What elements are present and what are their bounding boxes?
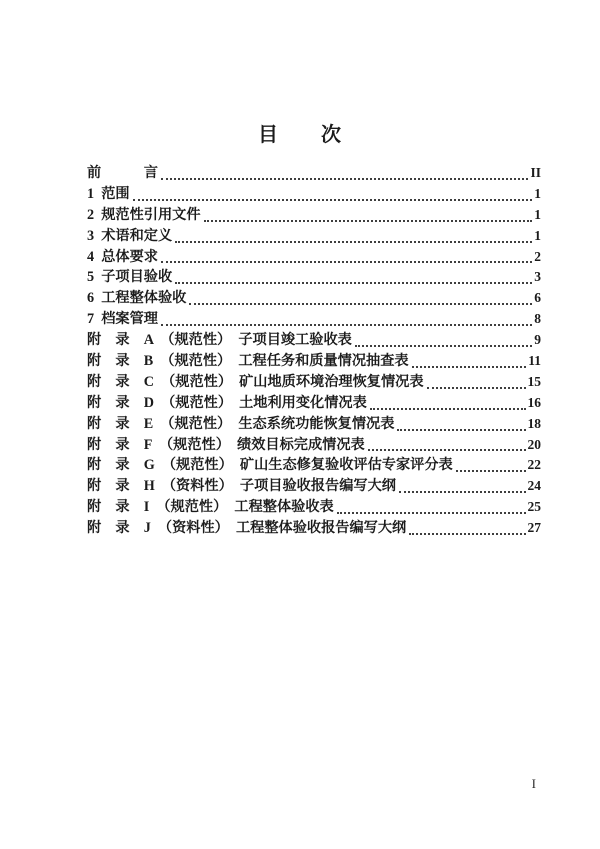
dot-leader bbox=[427, 372, 526, 389]
toc-entry-label: 附 录 C （规范性） 矿山地质环境治理恢复情况表 bbox=[87, 373, 424, 390]
toc-entry-page: 8 bbox=[534, 311, 541, 327]
toc-entry-label: 附 录 D （规范性） 土地利用变化情况表 bbox=[87, 394, 367, 411]
toc-entry-label: 附 录 A （规范性） 子项目竣工验收表 bbox=[87, 332, 352, 349]
toc-entry-label: 附 录 G （规范性） 矿山生态修复验收评估专家评分表 bbox=[87, 457, 453, 474]
toc-entry-label: 5 子项目验收 bbox=[87, 269, 173, 286]
toc-entry-label: 1 范围 bbox=[87, 185, 130, 202]
toc-entry bbox=[87, 205, 541, 226]
toc-entry-page: 15 bbox=[527, 373, 541, 389]
dot-leader bbox=[456, 455, 526, 472]
toc-entry-page: 6 bbox=[534, 290, 541, 306]
toc-entry-label: 附 录 J （资料性） 工程整体验收报告编写大纲 bbox=[87, 520, 407, 537]
toc-entry-label: 2 规范性引用文件 bbox=[87, 206, 201, 223]
toc-entry-page: 22 bbox=[527, 457, 541, 473]
toc-entry-page: 2 bbox=[534, 248, 541, 264]
dot-leader bbox=[175, 267, 532, 284]
toc-entry bbox=[87, 455, 541, 476]
toc-entry-page: II bbox=[530, 165, 541, 180]
toc-entry bbox=[87, 351, 541, 372]
toc-entry-page: 16 bbox=[527, 394, 541, 410]
toc-entry-label: 附 录 B （规范性） 工程任务和质量情况抽查表 bbox=[87, 353, 409, 370]
toc-entry bbox=[87, 372, 541, 393]
page-title: 目 次 bbox=[258, 124, 342, 146]
dot-leader bbox=[161, 163, 529, 180]
toc-entry-label: 6 工程整体验收 bbox=[87, 290, 187, 307]
toc-entry bbox=[87, 330, 541, 351]
toc-entry bbox=[87, 518, 541, 539]
toc-entry bbox=[87, 247, 541, 268]
toc-entry-label: 附 录 F （规范性） 绩效目标完成情况表 bbox=[87, 436, 365, 453]
toc-entry bbox=[87, 497, 541, 518]
dot-leader bbox=[370, 393, 526, 410]
toc-entry-page: 1 bbox=[534, 227, 541, 243]
dot-leader bbox=[337, 497, 526, 514]
dot-leader bbox=[368, 435, 526, 452]
toc-entry-page: 9 bbox=[534, 332, 541, 348]
toc-entry bbox=[87, 163, 541, 184]
toc-entry-label: 附 录 H （资料性） 子项目验收报告编写大纲 bbox=[87, 478, 396, 495]
toc-entry-label: 附 录 E （规范性） 生态系统功能恢复情况表 bbox=[87, 415, 395, 432]
toc-entry-page: 1 bbox=[534, 206, 541, 222]
dot-leader bbox=[397, 414, 525, 431]
toc-entry-page: 25 bbox=[527, 499, 541, 515]
toc-entry bbox=[87, 393, 541, 414]
dot-leader bbox=[133, 184, 533, 201]
toc-entry-page: 3 bbox=[534, 269, 541, 285]
dot-leader bbox=[161, 309, 532, 326]
toc-entry-page: 1 bbox=[534, 185, 541, 201]
dot-leader bbox=[189, 288, 532, 305]
toc-entry bbox=[87, 476, 541, 497]
toc-list bbox=[87, 163, 541, 539]
toc-entry bbox=[87, 184, 541, 205]
toc-entry bbox=[87, 309, 541, 330]
toc-entry-label: 4 总体要求 bbox=[87, 248, 158, 265]
toc-entry-label: 附 录 I （规范性） 工程整体验收表 bbox=[87, 499, 334, 516]
toc-entry-page: 20 bbox=[527, 436, 541, 452]
toc-entry-label: 7 档案管理 bbox=[87, 311, 158, 328]
toc-entry bbox=[87, 414, 541, 435]
dot-leader bbox=[175, 226, 532, 243]
toc-entry bbox=[87, 288, 541, 309]
dot-leader bbox=[161, 247, 532, 264]
toc-entry bbox=[87, 226, 541, 247]
toc-entry-page: 18 bbox=[527, 415, 541, 431]
dot-leader bbox=[355, 330, 532, 347]
footer-page-number: I bbox=[531, 776, 536, 791]
toc-entry bbox=[87, 267, 541, 288]
toc-entry-page: 27 bbox=[527, 520, 541, 536]
toc-entry bbox=[87, 435, 541, 456]
toc-entry-label: 前 言 bbox=[87, 165, 158, 181]
toc-entry-page: 24 bbox=[527, 478, 541, 494]
toc-entry-label: 3 术语和定义 bbox=[87, 227, 173, 244]
dot-leader bbox=[412, 351, 527, 368]
dot-leader bbox=[399, 476, 526, 493]
dot-leader bbox=[204, 205, 533, 222]
toc-entry-page: 11 bbox=[528, 353, 541, 369]
dot-leader bbox=[409, 518, 525, 535]
